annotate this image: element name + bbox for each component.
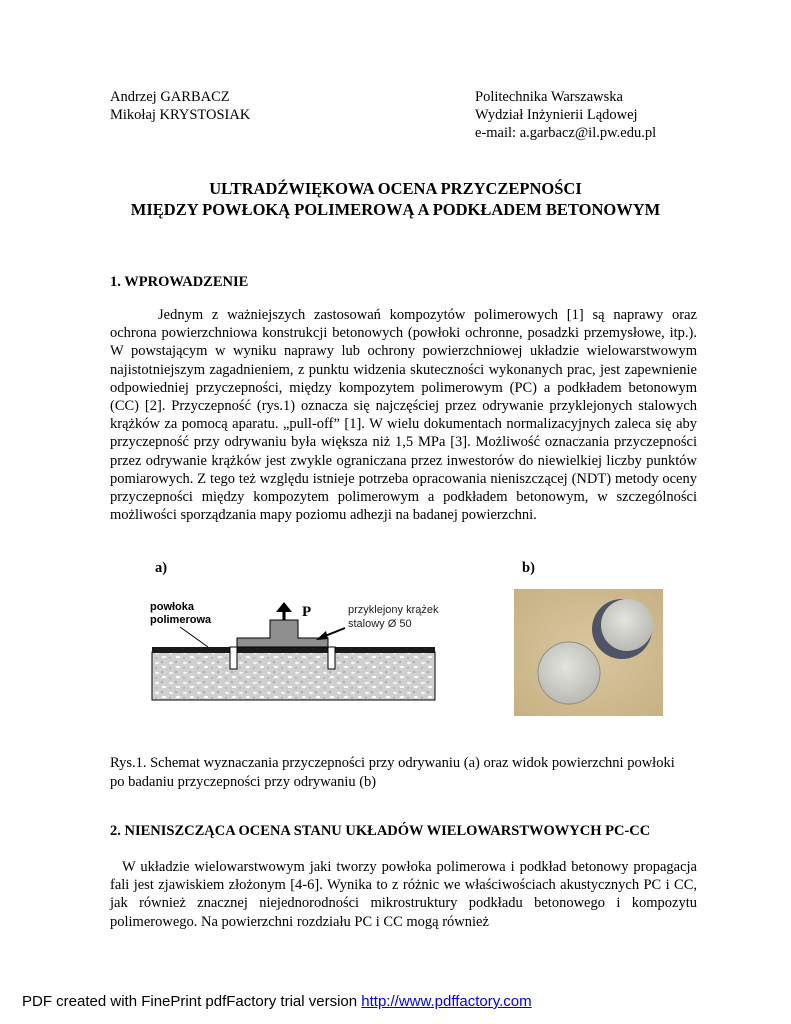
arrow-head-icon (316, 631, 328, 640)
concrete-substrate (152, 652, 435, 700)
figure-caption: Rys.1. Schemat wyznaczania przyczepności przy odrywaniu (a) oraz widok powierzchni powłoki po badaniu przyczepności przy odrywaniu (b) (110, 755, 675, 790)
disk-label: przyklejony krążek (348, 604, 439, 616)
coating-label: polimerowa (150, 614, 212, 626)
coating-label: powłoka (150, 601, 195, 613)
body-paragraph (110, 858, 697, 931)
affiliation-block (475, 88, 656, 142)
paragraph-text: W układzie wielowarstwowym jaki tworzy powłoka polimerowa i podkład betonowy propagacja fali jest zjawiskiem złożonym [4-6]. Wynika to z różnic we właściwościach akustycznych PC i CC, jak również znacznej niejednorodności mikrostruktury podkładu betonowego i kompozytu polimerowego. Na powierzchni rozdziału PC i CC mogą również (110, 859, 697, 930)
authors-block (110, 88, 250, 124)
title-line: MIĘDZY POWŁOKĄ POLIMEROWĄ A PODKŁADEM BETONOWYM (130, 200, 661, 219)
surface-photo (514, 589, 663, 716)
affiliation-line: Wydział Inżynierii Lądowej (475, 107, 638, 123)
disk-label: stalowy Ø 50 (348, 618, 412, 630)
title-line: ULTRADŹWIĘKOWA OCENA PRZYCZEPNOŚCI (209, 179, 582, 198)
email-line: e-mail: a.garbacz@il.pw.edu.pl (475, 125, 657, 141)
paper-title (60, 178, 731, 220)
affiliation-line: Politechnika Warszawska (475, 89, 623, 105)
footer-link[interactable]: http://www.pdffactory.com (361, 993, 532, 1010)
footer-text: PDF created with FinePrint pdfFactory trial version (22, 993, 358, 1010)
body-paragraph (110, 306, 697, 524)
surface-photo-drawing (514, 589, 663, 716)
cut-groove (230, 647, 237, 669)
paragraph-text: Jednym z ważniejszych zastosowań kompozytów polimerowych [1] są naprawy oraz ochrona powierzchniowa konstrukcji betonowych (powłoki ochronne, posadzki przemysłowe, itp.). W powstającym w wyniku naprawy lub ochrony powierzchniowej układzie wielowarstwowym najistotniejszym zagadnieniem, z punktu widzenia skuteczności wykonanych prac, jest zapewnienie odpowiedniej przyczepności, między kompozytem polimerowym (PC) a podkładem betonowym (CC) [2]. Przyczepność (rys.1) oznacza się najczęściej przez odrywanie przyklejonych stalowych krążków za pomocą aparatu. „pull-off” [1]. W wielu dokumentach normalizacyjnych zaleca się aby przyczepność przy odrywaniu była większa niż 1,5 MPa [3]. Możliwość oznaczania przyczepności przez odrywanie krążków jest zwykle ograniczana przez inwestorów do niewielkiej liczby punktów pomiarowych. Z tego też względu istnieje potrzeba opracowania nieniszczącej (NDT) metody oceny przyczepności między kompozytem polimerowym a podkładem betonowym, w szczególności możliwości sporządzania mapy poziomu adhezji na badanej powierzchni. (110, 307, 697, 524)
leader-line (180, 627, 208, 647)
arrow-head-icon (276, 602, 292, 612)
pdf-footer (22, 993, 532, 1010)
cut-groove (328, 647, 335, 669)
figure-label-b: b) (522, 560, 535, 576)
tested-disk (538, 642, 600, 704)
author-name: Andrzej GARBACZ (110, 89, 230, 105)
author-name: Mikołaj KRYSTOSIAK (110, 107, 251, 123)
pull-off-schematic (140, 590, 500, 710)
section-heading: 2. NIENISZCZĄCA OCENA STANU UKŁADÓW WIELOWARSTWOWYCH PC-CC (110, 823, 651, 839)
section-heading: 1. WPROWADZENIE (110, 274, 249, 290)
polymer-coating (152, 647, 435, 653)
steel-dolly (237, 620, 328, 647)
force-label: P (302, 604, 312, 620)
figure-label-a: a) (155, 560, 168, 576)
tested-disk (601, 599, 653, 651)
